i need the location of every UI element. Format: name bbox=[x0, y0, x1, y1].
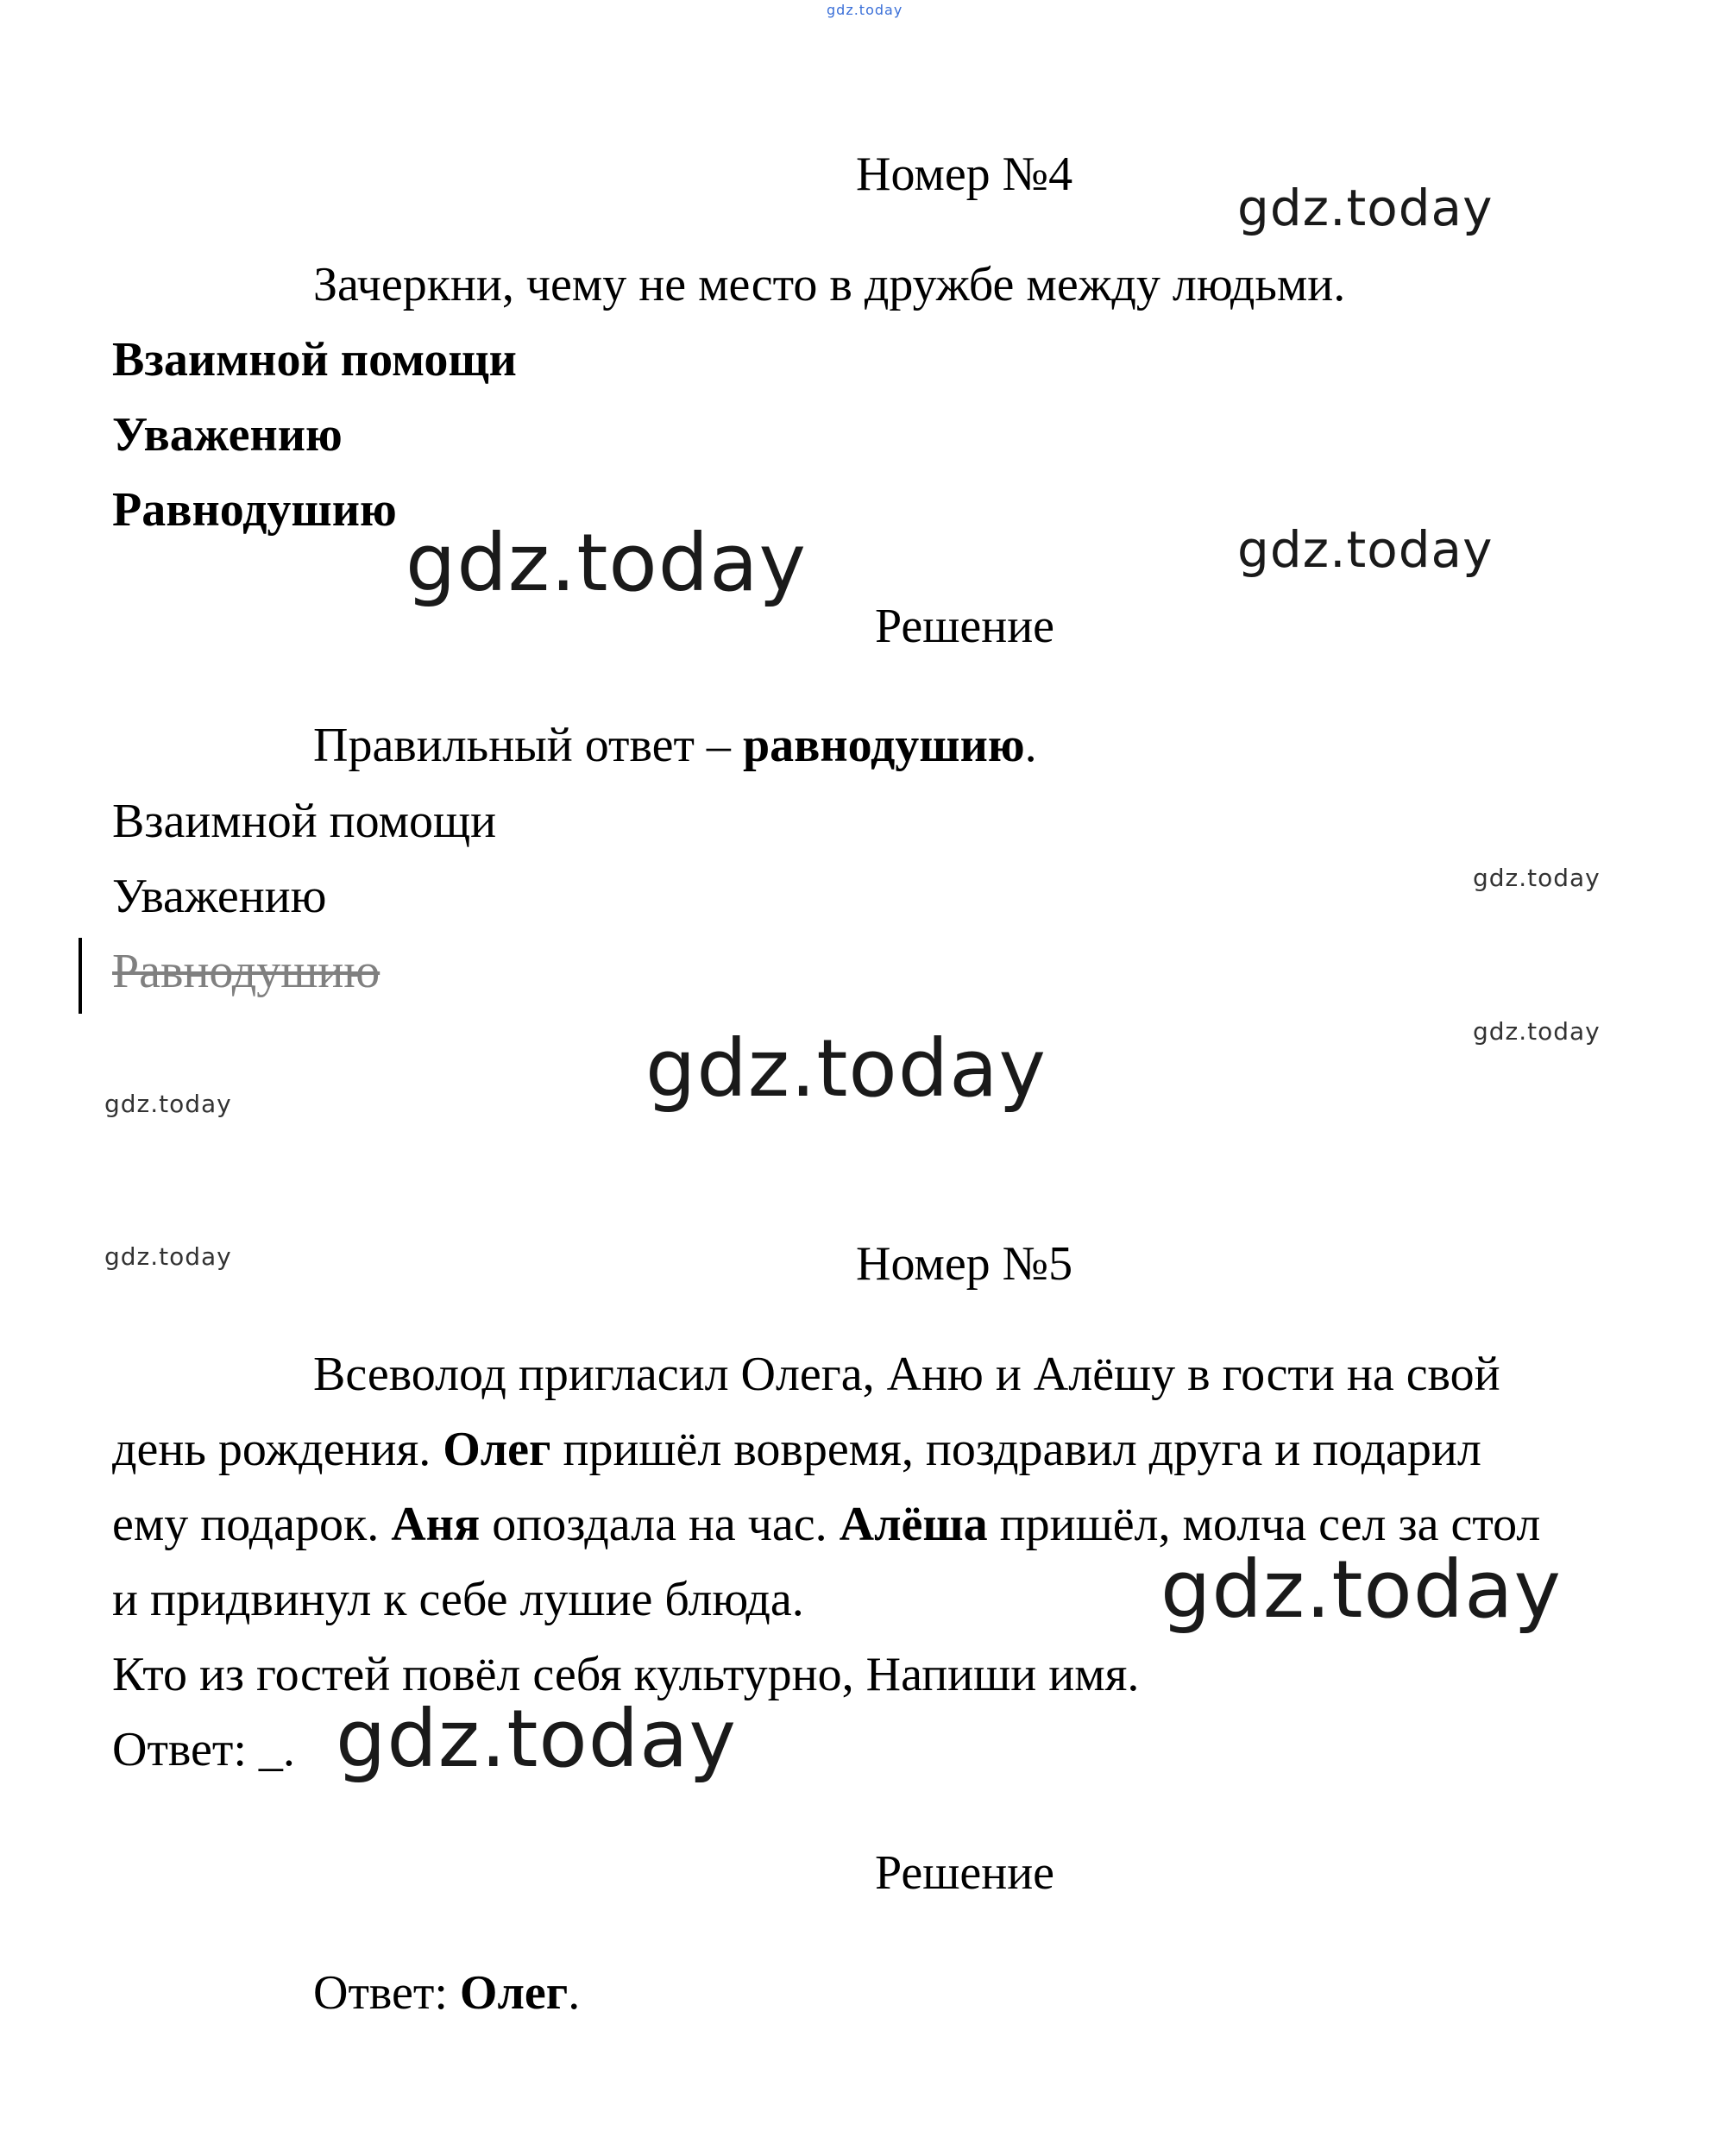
watermark: gdz.today bbox=[1473, 1017, 1601, 1046]
task5-story-line-2 bbox=[112, 1425, 1481, 1474]
answer-suffix: . bbox=[568, 1966, 581, 2020]
task4-answer-option-2: Уважению bbox=[112, 870, 327, 923]
task4-answer-line bbox=[313, 721, 1037, 770]
watermark-top: gdz.today bbox=[827, 2, 903, 18]
watermark: gdz.today bbox=[645, 1022, 1047, 1115]
task4-instruction: Зачеркни, чему не место в дружбе между людьми. bbox=[313, 258, 1346, 311]
watermark: gdz.today bbox=[1160, 1543, 1562, 1636]
watermark: gdz.today bbox=[336, 1693, 737, 1785]
task4-answer-option-1: Взаимной помощи bbox=[112, 795, 497, 848]
watermark: gdz.today bbox=[1473, 864, 1601, 892]
task4-option-1: Взаимной помощи bbox=[112, 333, 517, 387]
text-cursor-bar bbox=[79, 938, 82, 1014]
watermark: gdz.today bbox=[1237, 520, 1494, 579]
story-text: опоздала на час. bbox=[480, 1498, 840, 1551]
story-text: ему подарок. bbox=[112, 1498, 392, 1551]
task4-option-3: Равнодушию bbox=[112, 483, 397, 537]
task5-answer-blank: Ответ: _. bbox=[112, 1723, 295, 1776]
story-text: день рождения. bbox=[112, 1423, 443, 1476]
story-text: пришёл вовремя, поздравил друга и подарил bbox=[550, 1423, 1481, 1476]
task4-solution-label: Решение bbox=[875, 600, 1055, 653]
story-name-oleg: Олег bbox=[443, 1423, 551, 1476]
answer-word: равнодушию bbox=[742, 719, 1025, 772]
watermark: gdz.today bbox=[104, 1090, 232, 1118]
task5-answer-line bbox=[313, 1966, 581, 2020]
task5-heading: Номер №5 bbox=[856, 1237, 1073, 1291]
watermark: gdz.today bbox=[406, 517, 807, 609]
task5-story-line-4: и придвинул к себе лушие блюда. bbox=[112, 1573, 804, 1626]
task4-heading: Номер №4 bbox=[856, 148, 1073, 201]
answer-prefix: Правильный ответ – bbox=[313, 719, 743, 772]
task4-answer-option-3-struck: Равнодушию bbox=[112, 945, 381, 998]
task5-question: Кто из гостей повёл себя культурно, Напиши имя. bbox=[112, 1648, 1140, 1701]
task5-solution-label: Решение bbox=[875, 1846, 1055, 1900]
watermark: gdz.today bbox=[1237, 179, 1494, 237]
story-name-alyosha: Алёша bbox=[839, 1498, 988, 1551]
task5-story-line-3 bbox=[112, 1500, 1540, 1549]
task5-story-line-1: Всеволод пригласил Олега, Аню и Алёшу в гости на свой bbox=[313, 1348, 1500, 1401]
task4-option-2: Уважению bbox=[112, 408, 343, 462]
answer-word: Олег bbox=[459, 1966, 569, 2020]
watermark: gdz.today bbox=[104, 1242, 232, 1271]
story-name-anya: Аня bbox=[391, 1498, 481, 1551]
answer-prefix: Ответ: bbox=[313, 1966, 460, 2020]
story-text: пришёл, молча сел за стол bbox=[987, 1498, 1541, 1551]
answer-suffix: . bbox=[1024, 719, 1037, 772]
